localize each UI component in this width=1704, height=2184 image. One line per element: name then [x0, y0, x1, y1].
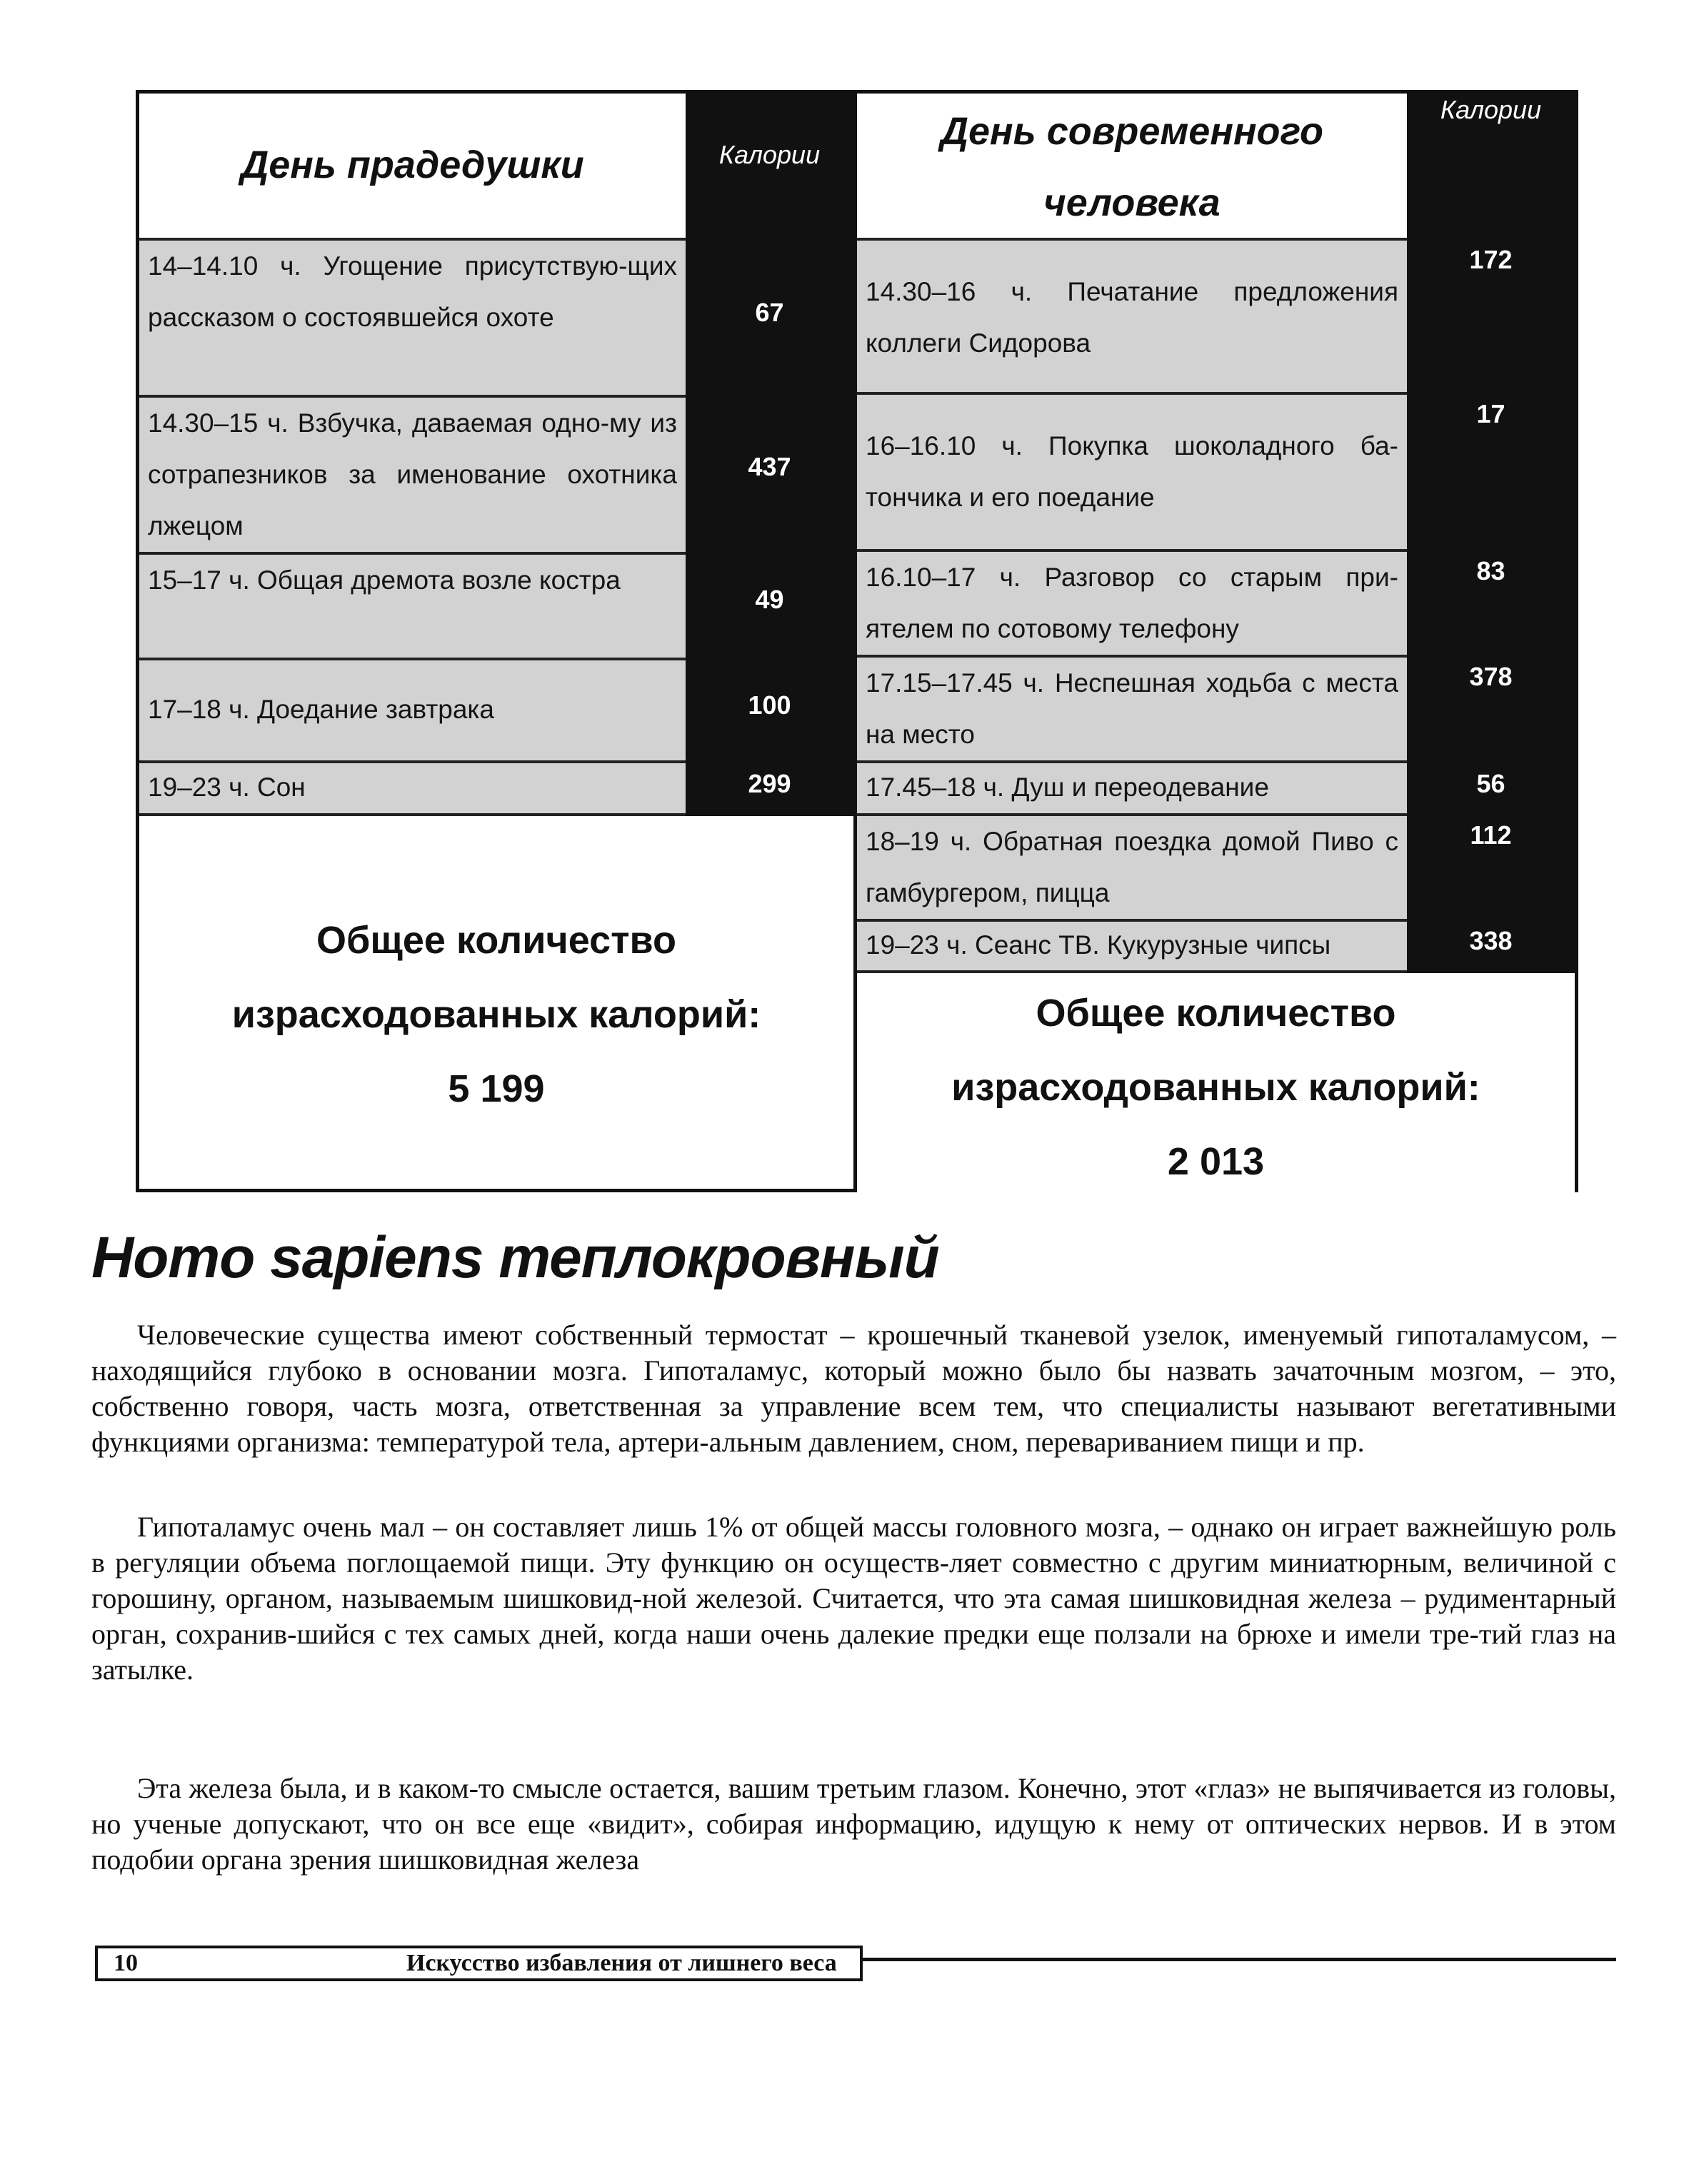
left-row-calories: 437	[748, 452, 791, 481]
left-row-text: 15–17 ч. Общая дремота возле костра	[148, 565, 621, 595]
left-row	[139, 395, 686, 555]
right-row-calories: 17	[1476, 399, 1505, 428]
right-total-line1: Общее количество	[1036, 992, 1396, 1035]
left-title-text: День прадедушки	[241, 144, 584, 186]
right-row	[857, 549, 1407, 658]
right-total-line2: израсходованных калорий:	[951, 1066, 1480, 1109]
right-row-calories: 83	[1476, 556, 1505, 585]
right-row-text: 16.10–17 ч. Разговор со старым при-ятелем по сотовому телефону	[866, 563, 1398, 643]
right-title-line2: человека	[1043, 181, 1221, 224]
page-footer	[95, 1946, 863, 1981]
right-row	[857, 813, 1407, 922]
right-row-calories: 378	[1469, 662, 1513, 691]
left-row	[139, 552, 686, 660]
paragraph: Человеческие существа имеют собственный термостат – крошечный тканевой узелок, именуемый гипоталамусом, – находящийся глубоко в основании мозга. Гипоталамус, который можно было бы назвать зачаточным мозгом, – это, собственно говоря, часть мозга, ответственная за управление всем тем, что специалисты называют вегетативными функциями организма: температурой тела, артери-альным давлением, сном, перевариванием пищи и пр.	[91, 1319, 1616, 1458]
right-total-value: 2 013	[1167, 1140, 1265, 1183]
right-row-text: 17.45–18 ч. Душ и переодевание	[866, 773, 1269, 802]
left-row-text: 14–14.10 ч. Угощение присутствую-щих рассказом о состоявшейся охоте	[148, 251, 677, 332]
left-calorie-header: Калории	[718, 140, 821, 169]
right-row	[857, 760, 1407, 816]
left-row-calories: 100	[748, 690, 791, 720]
right-row-calories: 112	[1470, 820, 1512, 850]
left-total-value: 5 199	[448, 1067, 545, 1110]
right-row-text: 18–19 ч. Обратная поездка домой Пиво с гамбургером, пицца	[866, 827, 1398, 907]
left-row-calories: 299	[748, 769, 791, 798]
section-heading: Homo sapiens теплокровный	[91, 1225, 939, 1290]
right-row	[857, 919, 1407, 973]
left-row-calories: 49	[755, 585, 784, 614]
left-table-title	[139, 94, 686, 236]
paragraph: Гипоталамус очень мал – он составляет лишь 1% от общей массы головного мозга, – однако он играет важнейшую роль в регуляции объема поглощаемой пищи. Эту функцию он осуществ-ляет совместно с другим миниатюрным, величиной с горошину, органом, называемым шишковид-ной железой. Считается, что эта самая шишковидная железа – рудиментарный орган, сохранив-шийся с тех самых дней, когда наши очень далекие предки еще ползали на брюхе и имели тре-тий глаз на затылке.	[91, 1511, 1616, 1686]
left-total	[139, 903, 853, 1126]
left-row-text: 17–18 ч. Доедание завтрака	[148, 695, 495, 724]
right-row	[857, 655, 1407, 763]
right-row-text: 19–23 ч. Сеанс ТВ. Кукурузные чипсы	[866, 930, 1331, 960]
right-title-line1: День современного	[940, 109, 1324, 153]
book-title: Искусство избавления от лишнего веса	[406, 1950, 837, 1976]
right-row-text: 17.15–17.45 ч. Неспешная ходьба с места на место	[866, 668, 1398, 749]
right-table-title	[857, 94, 1407, 240]
right-row-calories: 338	[1469, 926, 1513, 955]
left-row	[139, 658, 686, 763]
paragraph: Эта железа была, и в каком-то смысле остается, вашим третьим глазом. Конечно, этот «глаз» не выпячивается из головы, но ученые допускают, что он все еще «видит», собирая информацию, идущую к нему от оптических нервов. И в этом подобии органа зрения шишковидная железа	[91, 1772, 1616, 1876]
left-total-line1: Общее количество	[316, 919, 677, 962]
right-calorie-header: Калории	[1440, 95, 1542, 124]
left-total-line2: израсходованных калорий:	[231, 993, 761, 1036]
right-total	[857, 976, 1575, 1199]
page-number: 10	[114, 1950, 138, 1976]
left-row-text: 14.30–15 ч. Взбучка, даваемая одно-му из сотрапезников за именование охотника лжецом	[148, 408, 677, 540]
right-row-calories: 56	[1476, 769, 1505, 798]
right-row	[857, 392, 1407, 552]
left-row	[139, 760, 686, 816]
right-row-text: 14.30–16 ч. Печатание предложения коллеги Сидорова	[866, 277, 1398, 358]
footer-rule	[863, 1958, 1616, 1961]
right-row	[857, 238, 1407, 395]
left-row	[139, 238, 686, 398]
left-row-text: 19–23 ч. Сон	[148, 773, 306, 802]
left-row-calories: 67	[755, 298, 784, 327]
right-row-calories: 172	[1469, 245, 1513, 274]
right-row-text: 16–16.10 ч. Покупка шоколадного ба-тончика и его поедание	[866, 431, 1398, 512]
